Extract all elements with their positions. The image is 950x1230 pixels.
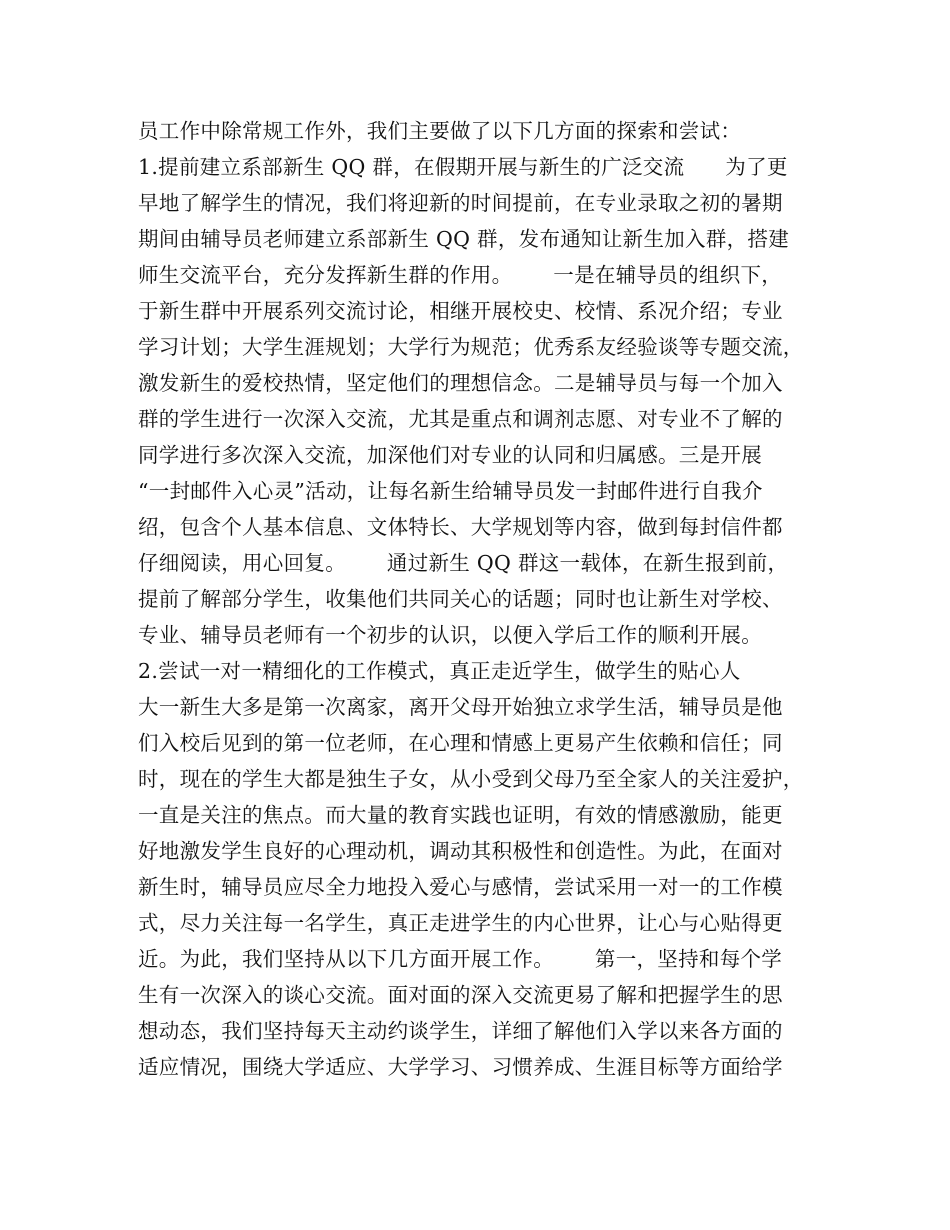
- text-line: 大一新生大多是第一次离家，离开父母开始独立求学生活，辅导员是他: [138, 695, 783, 719]
- text-line: 想动态，我们坚持每天主动约谈学生，详细了解他们入学以来各方面的: [138, 1019, 783, 1043]
- text-line: “一封邮件入心灵”活动，让每名新生给辅导员发一封邮件进行自我介: [138, 479, 763, 503]
- text-line: 专业、辅导员老师有一个初步的认识，以便入学后工作的顺利开展。: [138, 623, 762, 647]
- text-line: 适应情况，围绕大学适应、大学学习、习惯养成、生涯目标等方面给学: [138, 1055, 783, 1079]
- text-line: 式，尽力关注每一名学生，真正走进学生的内心世界，让心与心贴得更: [138, 911, 783, 935]
- text-line: 学习计划；大学生涯规划；大学行为规范；优秀系友经验谈等专题交流，: [138, 335, 804, 359]
- text-line: 仔细阅读，用心回复。 通过新生 QQ 群这一载体，在新生报到前，: [138, 551, 789, 575]
- document-body: [138, 113, 828, 1085]
- text-line: 同学进行多次深入交流，加深他们对专业的认同和归属感。三是开展: [138, 443, 762, 467]
- text-line: 早地了解学生的情况，我们将迎新的时间提前，在专业录取之初的暑期: [138, 191, 783, 215]
- text-line: 好地激发学生良好的心理动机，调动其积极性和创造性。为此，在面对: [138, 839, 783, 863]
- text-line: 1.提前建立系部新生 QQ 群，在假期开展与新生的广泛交流 为了更: [138, 155, 788, 179]
- text-line: 时，现在的学生大都是独生子女，从小受到父母乃至全家人的关注爱护，: [138, 767, 804, 791]
- text-line: 激发新生的爱校热情，坚定他们的理想信念。二是辅导员与每一个加入: [138, 371, 783, 395]
- text-line: 师生交流平台，充分发挥新生群的作用。 一是在辅导员的组织下，: [138, 263, 783, 287]
- text-line: 一直是关注的焦点。而大量的教育实践也证明，有效的情感激励，能更: [138, 803, 783, 827]
- text-line: 群的学生进行一次深入交流，尤其是重点和调剂志愿、对专业不了解的: [138, 407, 783, 431]
- text-line: 们入校后见到的第一位老师，在心理和情感上更易产生依赖和信任；同: [138, 731, 783, 755]
- text-line: 员工作中除常规工作外，我们主要做了以下几方面的探索和尝试：: [138, 119, 742, 143]
- text-line: 2.尝试一对一精细化的工作模式，真正走近学生，做学生的贴心人: [138, 659, 741, 683]
- text-line: 提前了解部分学生，收集他们共同关心的话题；同时也让新生对学校、: [138, 587, 783, 611]
- text-line: 生有一次深入的谈心交流。面对面的深入交流更易了解和把握学生的思: [138, 983, 783, 1007]
- text-line: 期间由辅导员老师建立系部新生 QQ 群，发布通知让新生加入群，搭建: [138, 227, 790, 251]
- text-line: 绍，包含个人基本信息、文体特长、大学规划等内容，做到每封信件都: [138, 515, 783, 539]
- text-line: 新生时，辅导员应尽全力地投入爱心与感情，尝试采用一对一的工作模: [138, 875, 783, 899]
- text-line: 近。为此，我们坚持从以下几方面开展工作。 第一，坚持和每个学: [138, 947, 783, 971]
- text-line: 于新生群中开展系列交流讨论，相继开展校史、校情、系况介绍；专业: [138, 299, 783, 323]
